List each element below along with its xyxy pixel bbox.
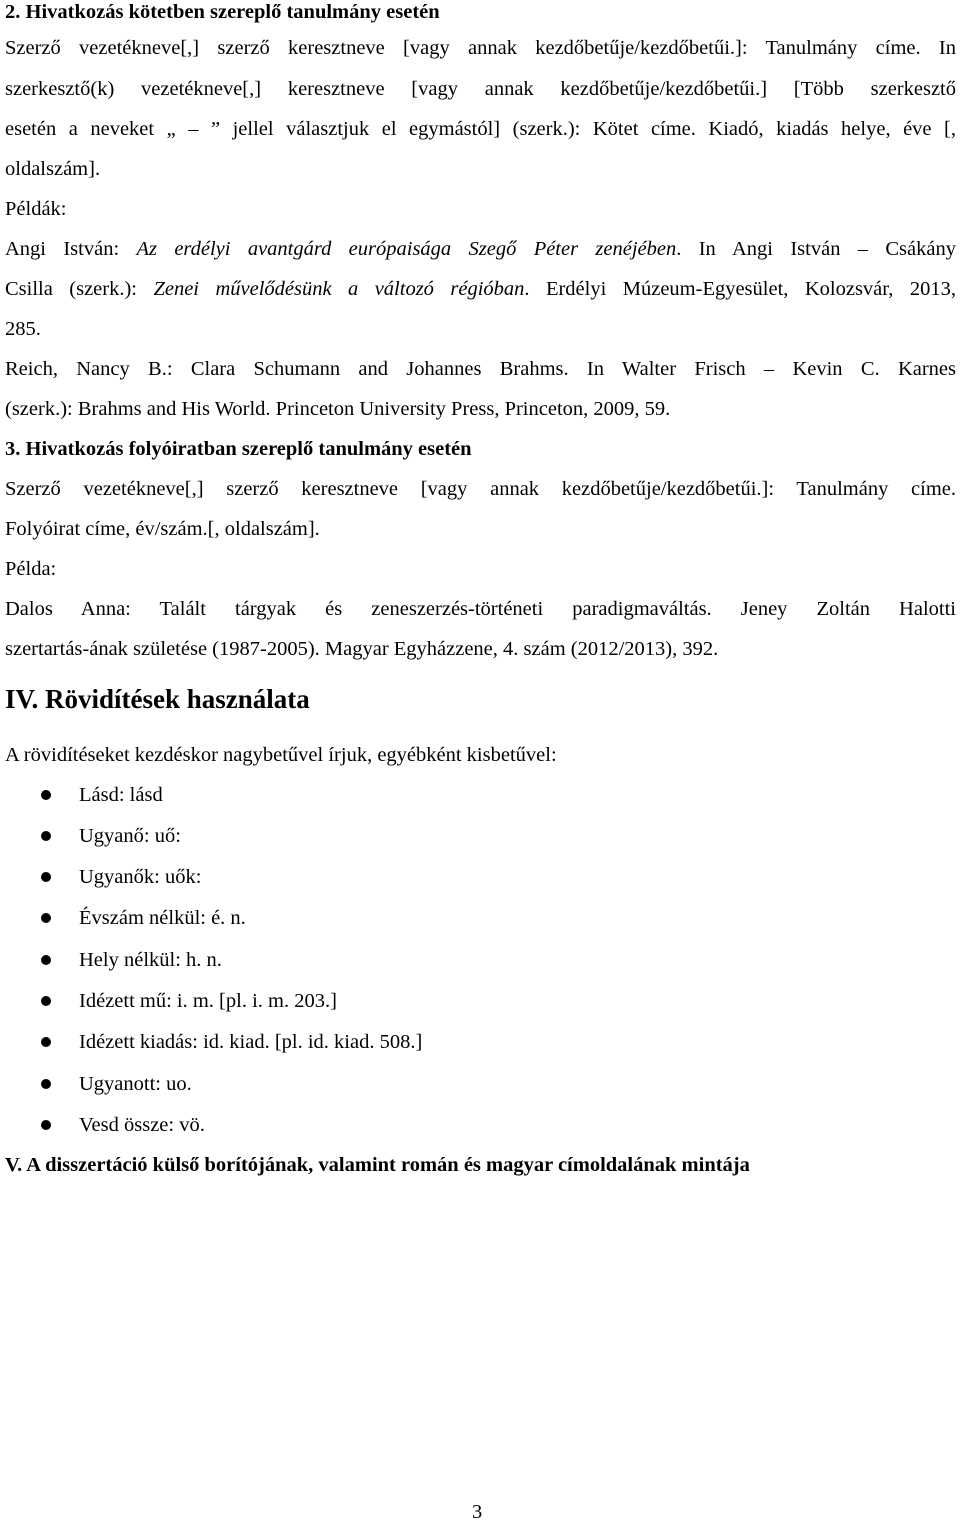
- section-v-heading: V. A disszertáció külső borítójának, valamint román és magyar címoldalának mintája: [5, 1154, 750, 1176]
- list-item-text: Lásd: lásd: [79, 784, 163, 806]
- example-citation-line: 285.: [5, 318, 41, 340]
- work-title: Zenei művelődésünk a változó régióban: [153, 278, 525, 300]
- example-citation-line: Csilla (szerk.): Zenei művelődésünk a változó régióban. Erdélyi Múzeum-Egyesület, Kolozsvár, 2013,: [5, 278, 956, 300]
- section-3-paragraph-line: Szerző vezetékneve[,] szerző keresztneve [vagy annak kezdőbetűje/kezdőbetűi.]: Tanulmány címe.: [5, 478, 956, 500]
- list-item-text: Ugyanott: uo.: [79, 1073, 192, 1095]
- example-citation-line: Dalos Anna: Talált tárgyak és zeneszerzés-történeti paradigmaváltás. Jeney Zoltán Halotti: [5, 598, 956, 620]
- bullet-icon: [41, 1037, 51, 1047]
- section-2-heading: 2. Hivatkozás kötetben szereplő tanulmány esetén: [5, 1, 440, 23]
- page-number: 3: [472, 1501, 483, 1523]
- bullet-icon: [41, 790, 51, 800]
- examples-label: Példák:: [5, 198, 67, 220]
- section-2-paragraph-line: oldalszám].: [5, 158, 101, 180]
- list-item-text: Ugyanő: uő:: [79, 825, 181, 847]
- list-item-text: Idézett mű: i. m. [pl. i. m. 203.]: [79, 990, 337, 1012]
- example-citation-line: Reich, Nancy B.: Clara Schumann and Johannes Brahms. In Walter Frisch – Kevin C. Karnes: [5, 358, 956, 380]
- bullet-icon: [41, 872, 51, 882]
- bullet-icon: [41, 955, 51, 965]
- list-item-text: Évszám nélkül: é. n.: [79, 907, 246, 929]
- list-item-text: Ugyanők: uők:: [79, 866, 202, 888]
- section-iv-heading: IV. Rövidítések használata: [5, 684, 310, 714]
- example-citation-line: szertartás-ának születése (1987-2005). Magyar Egyházzene, 4. szám (2012/2013), 392.: [5, 638, 719, 660]
- example-citation-line: Angi István: Az erdélyi avantgárd európaisága Szegő Péter zenéjében. In Angi István – Csákány: [5, 238, 956, 260]
- section-iv-intro: A rövidítéseket kezdéskor nagybetűvel írjuk, egyébként kisbetűvel:: [5, 744, 557, 766]
- bullet-icon: [41, 1079, 51, 1089]
- bullet-icon: [41, 831, 51, 841]
- bullet-icon: [41, 913, 51, 923]
- section-2-paragraph-line: esetén a neveket „ – ” jellel választjuk el egymástól] (szerk.): Kötet címe. Kiadó, kiadás helye, éve [,: [5, 118, 956, 140]
- section-2-paragraph-line: Szerző vezetékneve[,] szerző keresztneve [vagy annak kezdőbetűje/kezdőbetűi.]: Tanulmány címe. In: [5, 37, 956, 59]
- example-citation-line: (szerk.): Brahms and His World. Princeton University Press, Princeton, 2009, 59.: [5, 398, 671, 420]
- bullet-icon: [41, 1120, 51, 1130]
- list-item-text: Idézett kiadás: id. kiad. [pl. id. kiad. 508.]: [79, 1031, 423, 1053]
- section-3-heading: 3. Hivatkozás folyóiratban szereplő tanulmány esetén: [5, 438, 472, 460]
- section-2-paragraph-line: szerkesztő(k) vezetékneve[,] keresztneve [vagy annak kezdőbetűje/kezdőbetűi.] [Több szerkesztő: [5, 78, 956, 100]
- work-title: Az erdélyi avantgárd európaisága Szegő Péter zenéjében: [136, 238, 677, 260]
- list-item-text: Hely nélkül: h. n.: [79, 949, 222, 971]
- section-3-paragraph-line: Folyóirat címe, év/szám.[, oldalszám].: [5, 518, 320, 540]
- example-label: Példa:: [5, 558, 57, 580]
- list-item-text: Vesd össze: vö.: [79, 1114, 205, 1136]
- bullet-icon: [41, 996, 51, 1006]
